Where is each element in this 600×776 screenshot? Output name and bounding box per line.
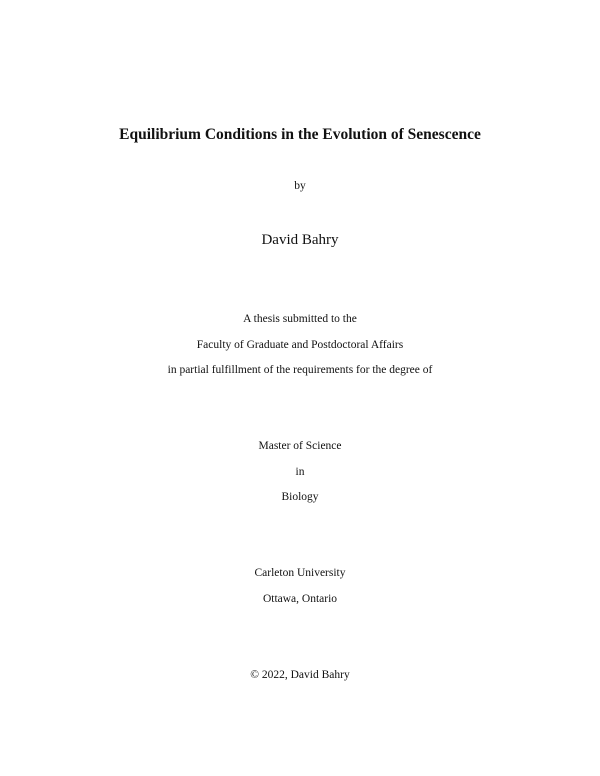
degree-name: Master of Science xyxy=(258,440,342,452)
university-location: Ottawa, Ontario xyxy=(262,593,338,605)
submission-line-2: Faculty of Graduate and Postdoctoral Affairs xyxy=(196,339,404,351)
submission-line-1: A thesis submitted to the xyxy=(243,313,357,325)
author-name: David Bahry xyxy=(261,232,339,248)
degree-field: Biology xyxy=(281,491,319,503)
copyright-notice: © 2022, David Bahry xyxy=(250,669,350,681)
university-name: Carleton University xyxy=(254,567,346,579)
by-line: by xyxy=(294,180,306,192)
thesis-title: Equilibrium Conditions in the Evolution of Senescence xyxy=(119,126,481,143)
submission-line-3: in partial fulfillment of the requirements for the degree of xyxy=(167,364,433,376)
degree-connector: in xyxy=(295,466,305,478)
